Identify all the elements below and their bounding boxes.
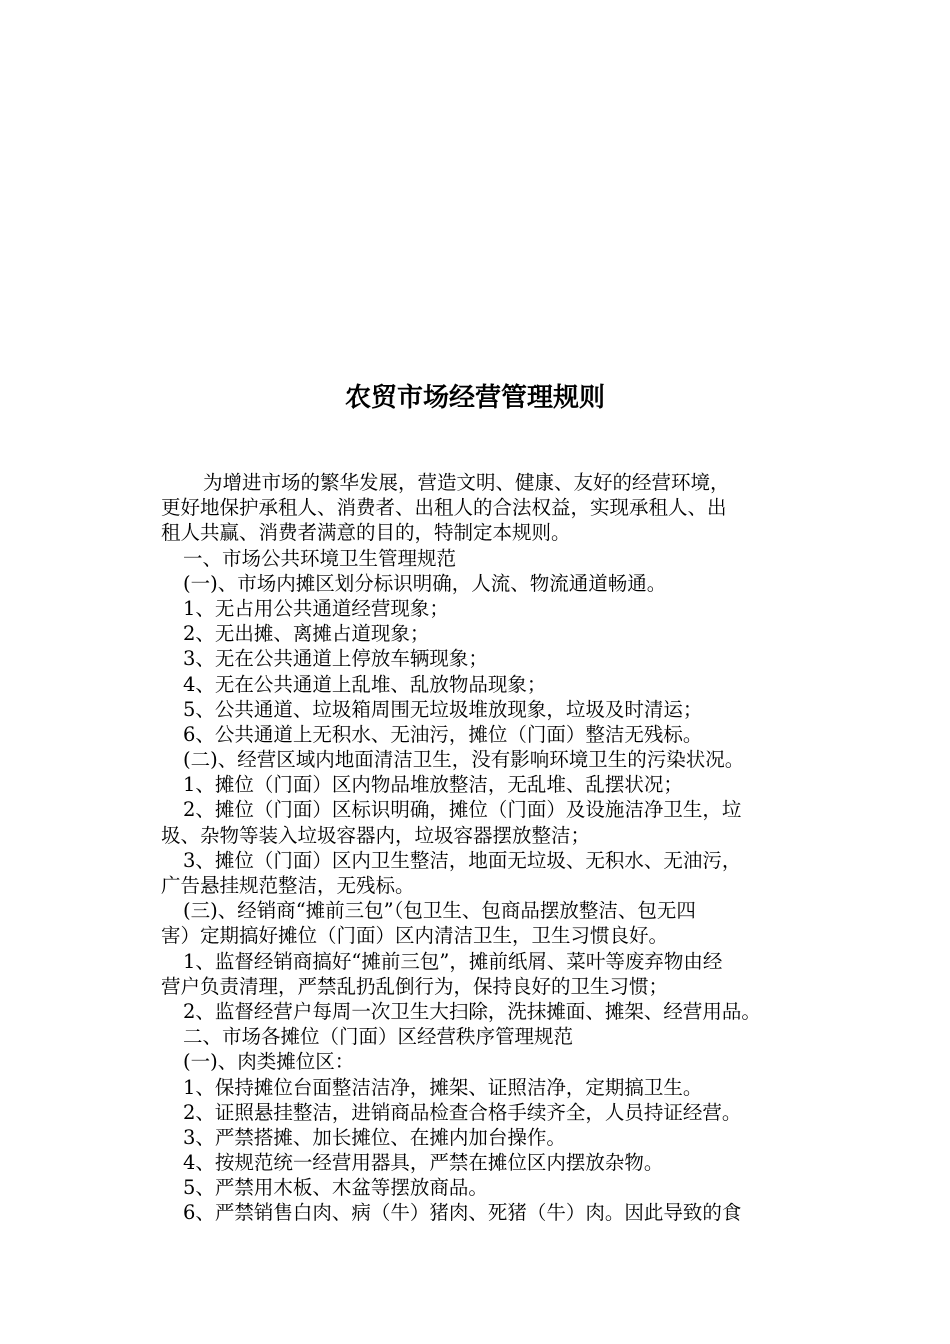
body-line: 害）定期搞好摊位（门面）区内清洁卫生，卫生习惯良好。 xyxy=(161,924,669,948)
body-line: 3、摊位（门面）区内卫生整洁，地面无垃圾、无积水、无油污， xyxy=(183,848,742,872)
body-line: (一)、肉类摊位区： xyxy=(183,1050,355,1074)
body-line: 圾、杂物等装入垃圾容器内，垃圾容器摆放整洁； xyxy=(161,823,591,847)
body-line: (一)、市场内摊区划分标识明确，人流、物流通道畅通。 xyxy=(183,571,667,595)
body-line: 更好地保护承租人、消费者、出租人的合法权益，实现承租人、出 xyxy=(161,496,727,520)
body-line: 5、公共通道、垃圾箱周围无垃圾堆放现象，垃圾及时清运； xyxy=(183,697,703,721)
body-line: 2、监督经营户每周一次卫生大扫除，洗抹摊面、摊架、经营用品。 xyxy=(183,999,761,1023)
document-title: 农贸市场经营管理规则 xyxy=(344,383,605,413)
body-line: (二)、经营区域内地面清洁卫生，没有影响环境卫生的污染状况。 xyxy=(183,748,745,772)
body-line: 1、无占用公共通道经营现象； xyxy=(183,596,449,620)
body-line: (三)、经销商“摊前三包”（包卫生、包商品摆放整洁、包无四 xyxy=(183,899,696,923)
body-line: 1、监督经销商搞好“摊前三包”，摊前纸屑、菜叶等废弃物由经 xyxy=(183,949,723,973)
body-line: 3、严禁搭摊、加长摊位、在摊内加台操作。 xyxy=(183,1125,566,1149)
body-line: 1、摊位（门面）区内物品堆放整洁，无乱堆、乱摆状况； xyxy=(183,773,683,797)
body-line: 2、无出摊、离摊占道现象； xyxy=(183,622,430,646)
body-line: 租人共赢、消费者满意的目的，特制定本规则。 xyxy=(161,521,571,545)
body-line: 2、摊位（门面）区标识明确，摊位（门面）及设施洁净卫生，垃 xyxy=(183,798,742,822)
body-line: 二、市场各摊位（门面）区经营秩序管理规范 xyxy=(183,1025,574,1049)
body-line: 1、保持摊位台面整洁洁净，摊架、证照洁净，定期搞卫生。 xyxy=(183,1075,703,1099)
body-line: 6、严禁销售白肉、病（牛）猪肉、死猪（牛）肉。因此导致的食 xyxy=(183,1201,742,1225)
body-line: 2、证照悬挂整洁，进销商品检查合格手续齐全，人员持证经营。 xyxy=(183,1100,742,1124)
body-line: 4、按规范统一经营用器具，严禁在摊位区内摆放杂物。 xyxy=(183,1151,664,1175)
body-line: 营户负责清理，严禁乱扔乱倒行为，保持良好的卫生习惯； xyxy=(161,974,669,998)
body-line: 广告悬挂规范整洁，无残标。 xyxy=(161,874,415,897)
body-line: 4、无在公共通道上乱堆、乱放物品现象； xyxy=(183,672,547,696)
document-body xyxy=(161,470,841,1226)
body-line: 5、严禁用木板、木盆等摆放商品。 xyxy=(183,1176,488,1200)
body-line: 为增进市场的繁华发展，营造文明、健康、友好的经营环境， xyxy=(203,471,730,494)
body-line: 3、无在公共通道上停放车辆现象； xyxy=(183,647,488,671)
body-line: 一、市场公共环境卫生管理规范 xyxy=(183,546,457,570)
body-line: 6、公共通道上无积水、无油污，摊位（门面）整洁无残标。 xyxy=(183,722,703,746)
